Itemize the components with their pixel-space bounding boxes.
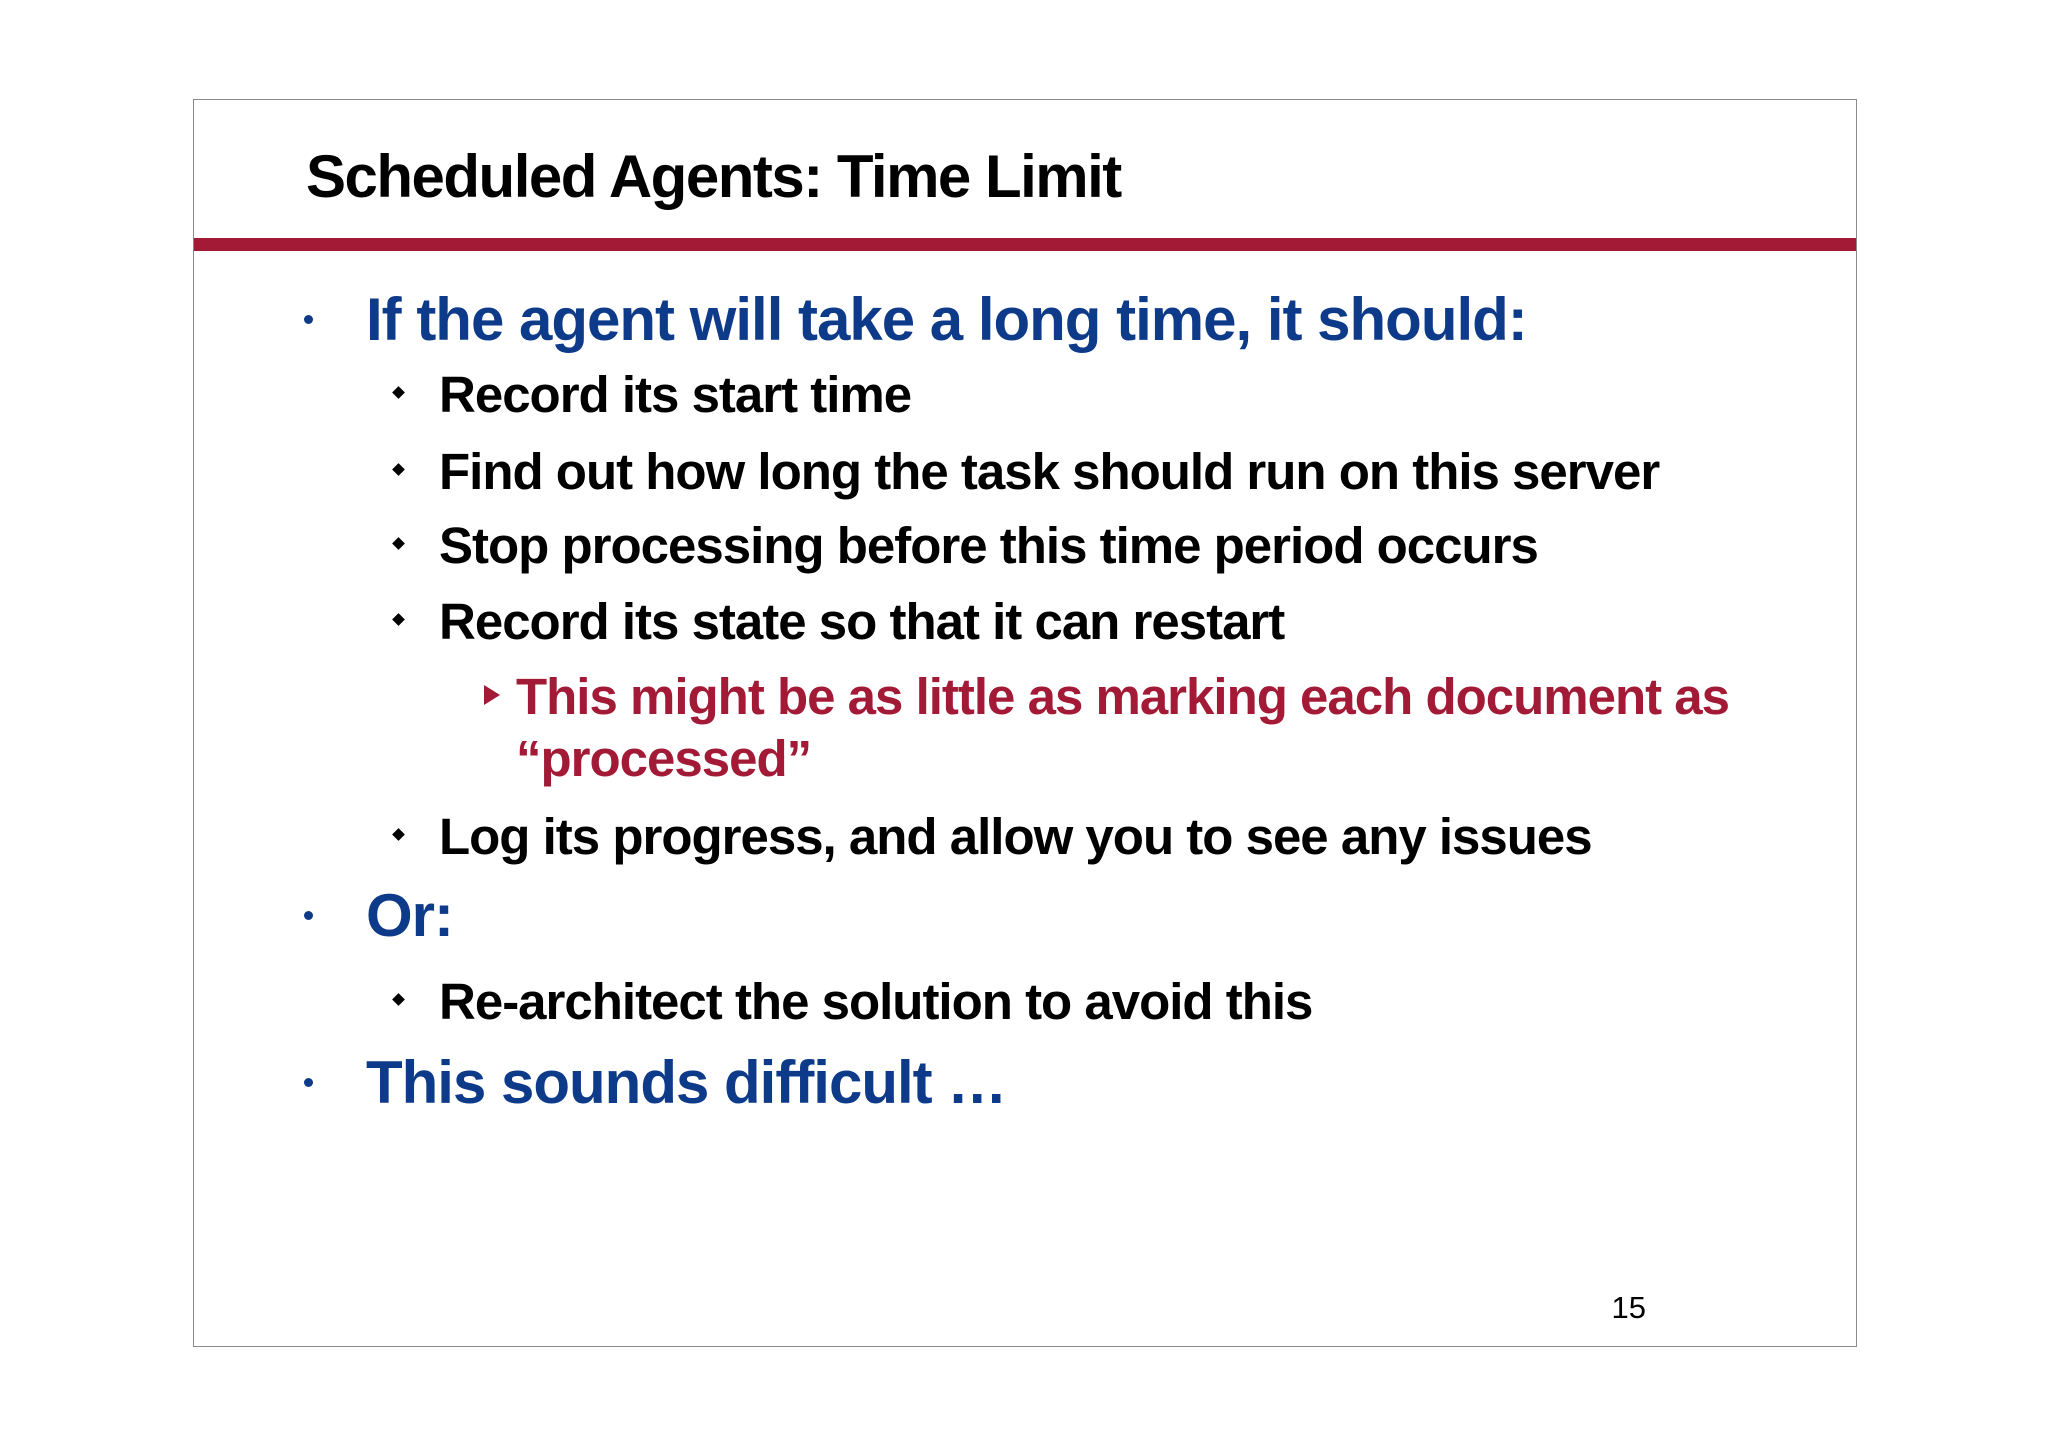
diamond-bullet-icon	[392, 828, 405, 841]
slide	[193, 99, 1857, 1347]
round-bullet-icon	[304, 1078, 313, 1087]
bullet-text-continuation: “processed”	[516, 730, 812, 787]
bullet-text: Or:	[366, 882, 453, 949]
round-bullet-icon	[304, 315, 313, 324]
bullet-text: Record its state so that it can restart	[439, 593, 1285, 650]
diamond-bullet-icon	[392, 993, 405, 1006]
bullet-text: This might be as little as marking each document as	[516, 668, 1730, 725]
bullet-text: Log its progress, and allow you to see any issues	[439, 808, 1592, 865]
triangle-bullet-icon	[484, 685, 500, 705]
round-bullet-icon	[304, 911, 313, 920]
bullet-text: Stop processing before this time period occurs	[439, 517, 1538, 574]
diamond-bullet-icon	[392, 537, 405, 550]
bullet-text: This sounds difficult …	[366, 1049, 1007, 1116]
bullet-text: Find out how long the task should run on this server	[439, 443, 1660, 500]
title-divider	[194, 238, 1856, 251]
diamond-bullet-icon	[392, 613, 405, 626]
slide-title: Scheduled Agents: Time Limit	[306, 143, 1121, 210]
page-number: 15	[1611, 1290, 1646, 1325]
bullet-text: Record its start time	[439, 366, 912, 423]
bullet-text: Re-architect the solution to avoid this	[439, 973, 1313, 1030]
diamond-bullet-icon	[392, 463, 405, 476]
diamond-bullet-icon	[392, 386, 405, 399]
bullet-text: If the agent will take a long time, it should:	[366, 286, 1527, 353]
